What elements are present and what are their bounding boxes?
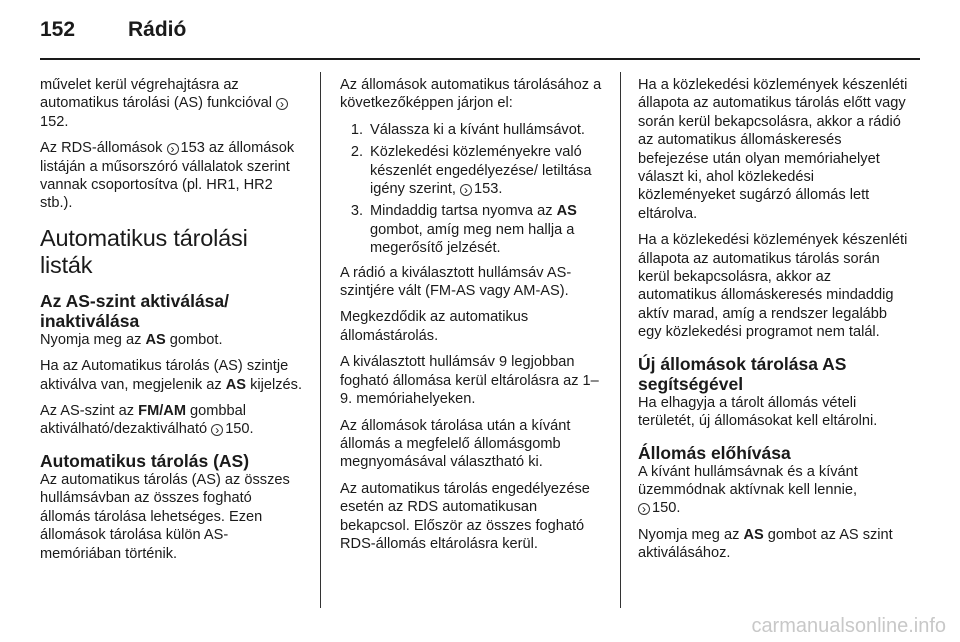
column-divider bbox=[620, 72, 621, 608]
button-name: AS bbox=[556, 203, 577, 220]
reference-arrow-icon: › bbox=[211, 424, 223, 436]
paragraph: Az automatikus tárolás engedélyezése esetén az RDS automatikusan bekapcsol. Először az összes fogható RDS-állomás eltárolásra kerül. bbox=[340, 480, 590, 552]
subsection-heading: Az AS-szint aktiválása/ inaktiválása bbox=[40, 290, 230, 331]
reference-arrow-icon: › bbox=[460, 184, 472, 196]
reference-arrow-icon: › bbox=[276, 98, 288, 110]
subsection-heading: Állomás előhívása bbox=[638, 442, 791, 463]
section-heading: Automatikus tárolási listák bbox=[40, 224, 248, 278]
header-rule bbox=[40, 58, 920, 60]
paragraph: Az RDS-állomások › 153 az állomások listáján a műsorszóró vállalatok szerint vannak csoportosítva (pl. HR1, HR2 stb.). bbox=[40, 140, 295, 212]
paragraph: Megkezdődik az automatikus állomástárolás. bbox=[340, 309, 529, 344]
reference-arrow-icon: › bbox=[167, 143, 179, 155]
list-item: 3. Mindaddig tartsa nyomva az AS gombot, amíg meg nem hallja a megerősítő jelzését. bbox=[350, 203, 577, 257]
list-item: 1. Válassza ki a kívánt hullámsávot. bbox=[350, 121, 585, 138]
button-name: FM/AM bbox=[138, 403, 186, 420]
paragraph: Az AS-szint az FM/AM gombbal aktiválható/dezaktiválható › 150. bbox=[40, 403, 254, 438]
paragraph: A kiválasztott hullámsáv 9 legjobban fogható állomása kerül eltárolásra az 1–9. memóriahelyeken. bbox=[340, 354, 599, 408]
paragraph: Ha a közlekedési közlemények készenléti állapota az automatikus tárolás során kerül bekapcsolásra, akkor az automatikus állomáskeresés mindaddig aktív marad, amíg a rendszer legalább egy közlekedési programot nem talál. bbox=[638, 232, 908, 341]
button-name: AS bbox=[743, 526, 764, 543]
paragraph: A rádió a kiválasztott hullámsáv AS-szintjére vált (FM-AS vagy AM-AS). bbox=[340, 264, 572, 300]
column-1 bbox=[40, 76, 304, 571]
column-divider bbox=[320, 72, 321, 608]
page-title: Rádió bbox=[128, 18, 187, 41]
page-number: 152 bbox=[40, 18, 76, 41]
paragraph: Nyomja meg az AS gombot az AS szint aktiválásához. bbox=[638, 526, 893, 562]
column-2 bbox=[340, 76, 606, 561]
column-3 bbox=[638, 76, 908, 571]
steps-list bbox=[340, 121, 606, 258]
paragraph: A kívánt hullámsávnak és a kívánt üzemmódnak aktívnak kell lennie, › 150. bbox=[638, 463, 858, 517]
paragraph: Ha a közlekedési közlemények készenléti állapota az automatikus tárolás előtt vagy során kerül bekapcsolásra, akkor a rádió az automatikus állomáskeresés befejezése után olyan memóriahelyet választ ki, ahol közlekedési közleményeket sugárzó állomás lett eltárolva. bbox=[638, 77, 908, 222]
paragraph: Nyomja meg az AS gombot. bbox=[40, 331, 223, 348]
paragraph: Ha elhagyja a tárolt állomás vételi területét, új állomásokat kell eltárolni. bbox=[638, 394, 878, 430]
reference-arrow-icon: › bbox=[638, 503, 650, 515]
indicator-name: AS bbox=[225, 376, 247, 393]
button-name: AS bbox=[145, 331, 166, 348]
watermark: carmanualsonline.info bbox=[751, 615, 946, 637]
subsection-heading: Új állomások tárolása AS segítségével bbox=[638, 353, 847, 394]
list-item: 2. Közlekedési közleményekre való készenlét engedélyezése/ letiltása igény szerint, › 153. bbox=[350, 144, 592, 198]
paragraph: Ha az Automatikus tárolás (AS) szintje aktiválva van, megjelenik az AS kijelzés. bbox=[40, 358, 303, 393]
paragraph: Az állomások automatikus tárolásához a következőképpen járjon el: bbox=[340, 77, 602, 112]
paragraph: Az állomások tárolása után a kívánt állomás a megfelelő állomásgomb megnyomásával választható ki. bbox=[340, 417, 571, 471]
paragraph: Az automatikus tárolás (AS) az összes hullámsávban az összes fogható állomás tárolása lehetséges. Ezen állomások tárolása külön AS-memóriában történik. bbox=[40, 471, 290, 562]
subsection-heading: Automatikus tárolás (AS) bbox=[40, 450, 250, 471]
page-header bbox=[40, 18, 186, 48]
paragraph: művelet kerül végrehajtásra az automatikus tárolási (AS) funkcióval ›152. bbox=[40, 76, 304, 131]
